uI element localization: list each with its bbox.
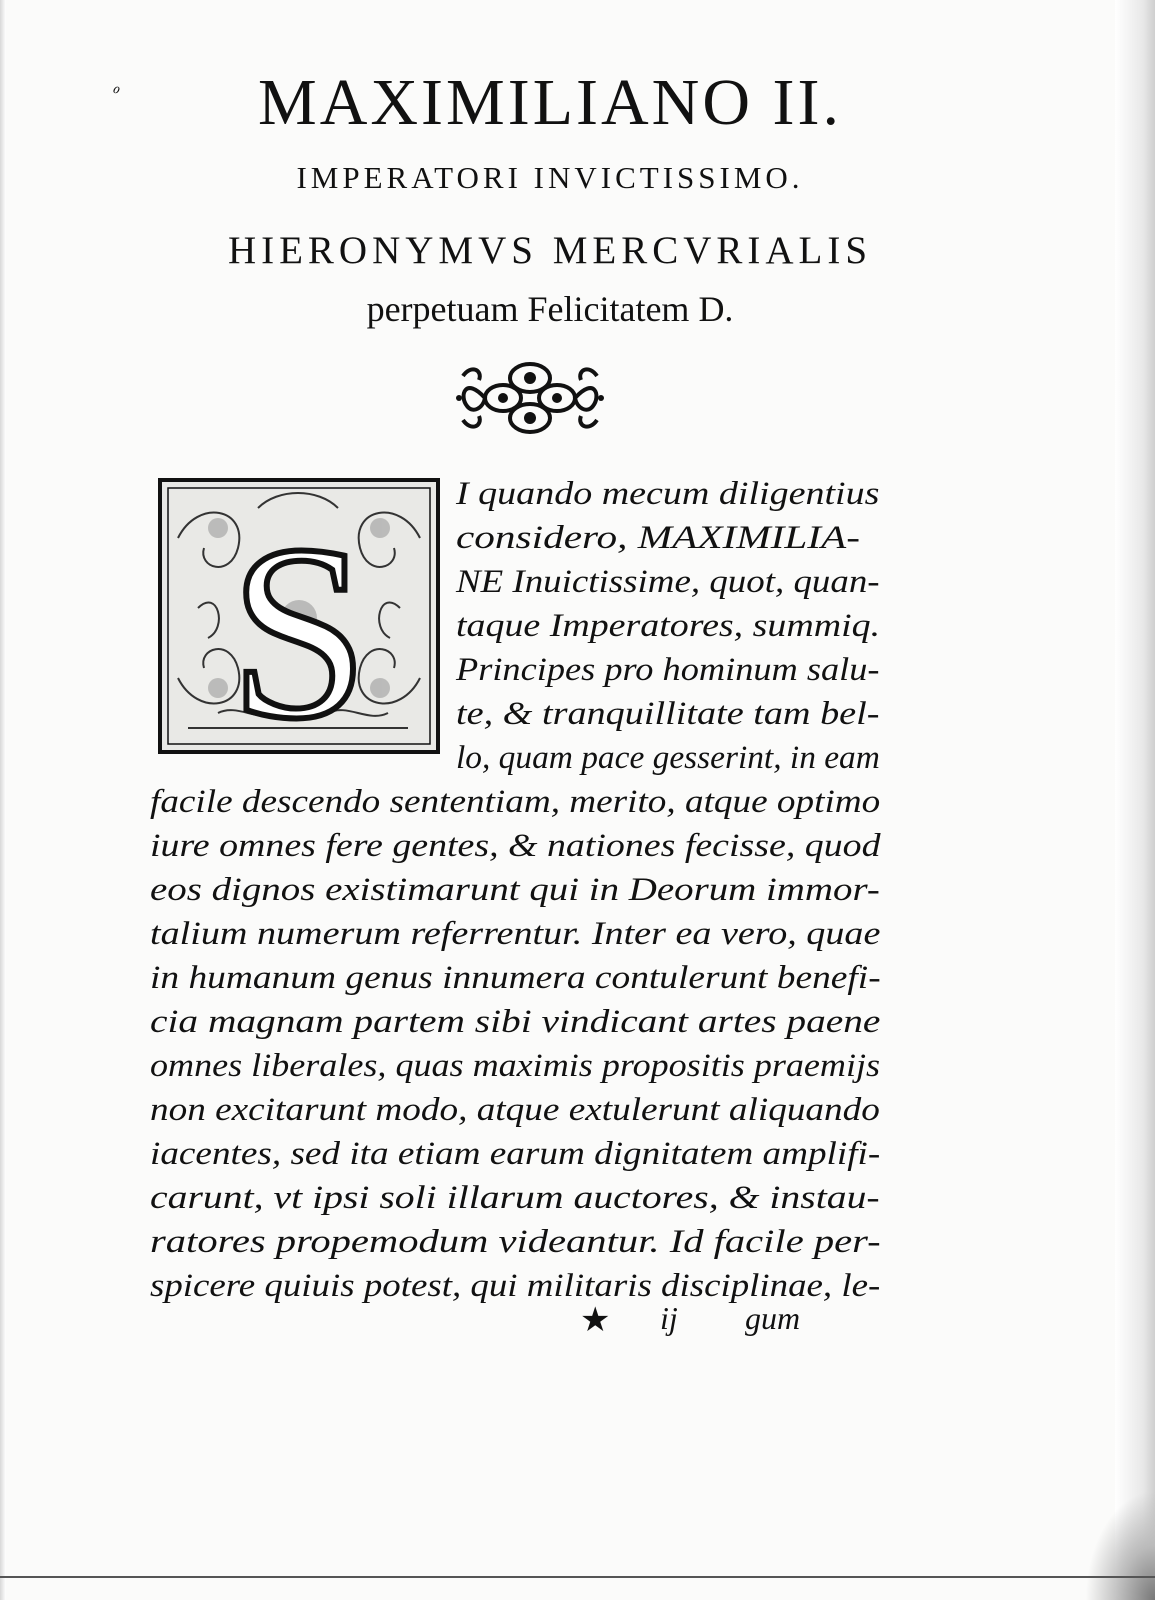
catchword: gum bbox=[745, 1300, 801, 1336]
body-line: NE Inuictissime, quot, quan- bbox=[456, 564, 880, 600]
scan-bottom-line bbox=[0, 1576, 1155, 1578]
body-line: lo, quam pace gesserint, in eam bbox=[456, 740, 880, 776]
body-line: Principes pro hominum salu- bbox=[456, 652, 880, 688]
signature-star-icon: ★ bbox=[580, 1302, 611, 1339]
body-line: carunt, vt ipsi soli illarum auctores, & instau- bbox=[150, 1180, 880, 1216]
initial-letter: S bbox=[229, 494, 369, 754]
scan-corner-smudge bbox=[1085, 1490, 1155, 1600]
body-line: non excitarunt modo, atque extulerunt aliquando bbox=[150, 1092, 880, 1128]
page-footer bbox=[580, 1300, 840, 1340]
body-line: in humanum genus innumera contulerunt benefi- bbox=[150, 960, 881, 996]
body-line: cia magnam partem sibi vindicant artes paene bbox=[150, 1004, 881, 1040]
margin-mark: ℴ bbox=[112, 80, 120, 97]
body-line: talium numerum referrentur. Inter ea vero, quae bbox=[150, 916, 881, 952]
page-title: MAXIMILIANO II. bbox=[258, 66, 842, 139]
body-line: facile descendo sententiam, merito, atque optimo bbox=[150, 784, 881, 820]
body-line: te, & tranquillitate tam bel- bbox=[456, 696, 880, 732]
floral-fleuron-icon bbox=[455, 356, 605, 440]
scan-right-edge bbox=[1115, 0, 1155, 1600]
decorated-initial-icon bbox=[158, 478, 440, 754]
author-name: HIERONYMVS MERCVRIALIS bbox=[227, 229, 873, 272]
body-line: considero, MAXIMILIA- bbox=[456, 520, 860, 556]
body-line: iure omnes fere gentes, & nationes fecisse, quod bbox=[150, 828, 881, 864]
body-line: ratores propemodum videantur. Id facile per- bbox=[150, 1224, 881, 1260]
body-line: iacentes, sed ita etiam earum dignitatem amplifi- bbox=[150, 1136, 881, 1172]
greeting-line: perpetuam Felicitatem D. bbox=[366, 289, 734, 329]
body-line: I quando mecum diligentius bbox=[456, 476, 880, 512]
body-line: spicere quiuis potest, qui militaris disciplinae, le- bbox=[150, 1268, 881, 1304]
signature-mark: ij bbox=[660, 1300, 678, 1336]
body-line: taque Imperatores, summiq. bbox=[456, 608, 881, 644]
body-line: eos dignos existimarunt qui in Deorum immor- bbox=[150, 872, 880, 908]
page-subtitle: IMPERATORI INVICTISSIMO. bbox=[296, 160, 804, 195]
body-line: omnes liberales, quas maximis propositis praemijs bbox=[150, 1048, 881, 1084]
